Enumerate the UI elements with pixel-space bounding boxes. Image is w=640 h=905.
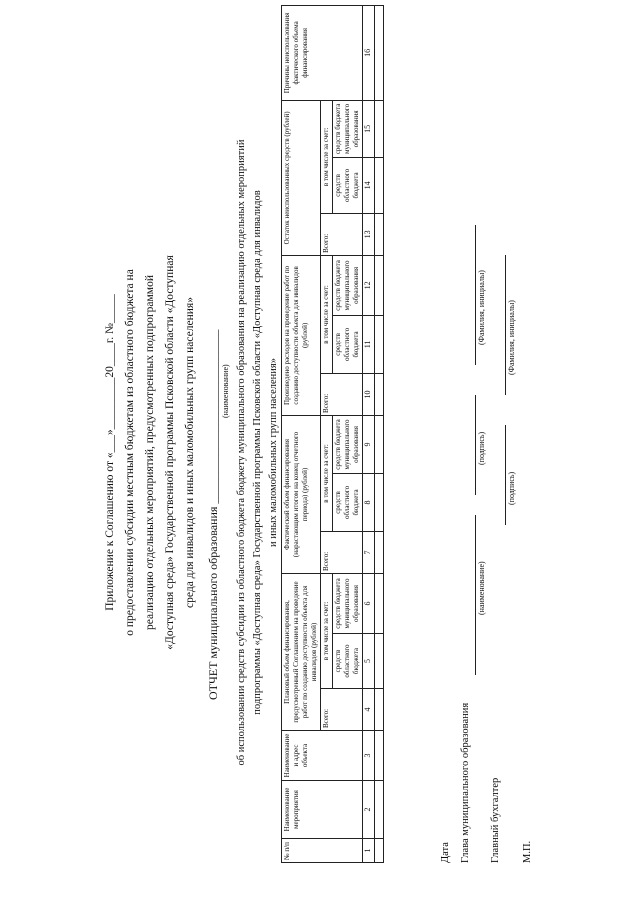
head-fio-note: (Фамилия, инициалы) (477, 270, 486, 345)
th-exp-regional: средств областного бюджета (333, 315, 363, 373)
head-name-note: (наименование) (477, 561, 486, 615)
head-sign-note: (подпись) (477, 431, 486, 465)
th-plan-including: в том числе за счет: (321, 573, 333, 688)
col-number: 15 (363, 100, 375, 157)
th-exp-including: в том числе за счет: (321, 255, 333, 373)
col-number: 1 (363, 839, 375, 863)
col-number: 4 (363, 689, 375, 731)
th-plan-municipal: средств бюджета муниципального образования (333, 573, 363, 633)
th-exp-municipal: средств бюджета муниципального образования (333, 255, 363, 315)
th-expenses: Произведено расходов на проведение работ по созданию доступности объекта для инвалидов (рублей) (282, 255, 321, 415)
footer-accountant-label: Главный бухгалтер (490, 777, 501, 863)
table-cell (375, 573, 384, 633)
table-cell (375, 634, 384, 689)
acc-sign-line (505, 425, 506, 525)
table-cell (375, 255, 384, 315)
th-plan: Плановый объем финансирования, предусмотренный Соглашением на проведение работ по созданию доступности объекта для инвалидов (рублей) (282, 573, 321, 730)
header-line-3: реализацию отдельных мероприятий, предусмотренных подпрограммой (144, 275, 156, 630)
table-cell (375, 213, 384, 255)
table-cell (375, 839, 384, 863)
th-rem-regional: средств областного бюджета (333, 157, 363, 213)
th-event: Наименование мероприятия (282, 781, 363, 839)
report-title: ОТЧЕТ муниципального образования _____________________________ (206, 329, 220, 700)
th-num: № п/п (282, 839, 363, 863)
table-cell (375, 373, 384, 415)
table-cell (375, 315, 384, 373)
footer-head-label: Глава муниципального образования (460, 702, 471, 863)
header-line-1: Приложение к Соглашению от «___»_________20____г. №_____ (104, 294, 116, 611)
table-cell (375, 5, 384, 100)
col-number: 8 (363, 473, 375, 531)
header-line-5: среда для инвалидов и иных маломобильных групп населения» (184, 297, 196, 608)
th-fact-regional: средств областного бюджета (333, 473, 363, 531)
col-number: 12 (363, 255, 375, 315)
th-plan-regional: средств областного бюджета (333, 634, 363, 689)
th-plan-total: Всего: (321, 689, 363, 731)
th-fact-total: Всего: (321, 531, 363, 573)
header-line-2: о предоставлении субсидии местным бюджетам из областного бюджета на (124, 269, 136, 636)
th-fact: Фактический объем финансирования (нарастающим итогом на конец отчетного периода) (рублей) (282, 415, 321, 573)
table-cell (375, 157, 384, 213)
col-number: 13 (363, 213, 375, 255)
th-remainder: Остаток неиспользованных средств (рублей) (282, 100, 321, 255)
th-exp-total: Всего: (321, 373, 363, 415)
th-fact-including: в том числе за счет: (321, 415, 333, 531)
report-subtitle-2: подпрограммы «Доступная среда» Государственной программы Псковской области «Доступная среда для инвалидов (252, 190, 263, 715)
footer-date: Дата (440, 842, 451, 863)
col-number: 10 (363, 373, 375, 415)
col-number: 3 (363, 731, 375, 781)
report-subtitle-1: об использовании средств субсидии из областного бюджета бюджету муниципального образования на реализацию отдельных мероприятий (236, 139, 247, 766)
col-number: 5 (363, 634, 375, 689)
th-reasons: Причины неиспользования фактического объема финансирования (282, 5, 363, 100)
col-number: 9 (363, 415, 375, 473)
acc-sign-note: (подпись) (507, 471, 516, 505)
footer-stamp: М.П. (522, 840, 533, 863)
report-naming-note: (наименование) (221, 364, 230, 418)
table-cell (375, 781, 384, 839)
col-number: 14 (363, 157, 375, 213)
col-number: 7 (363, 531, 375, 573)
table-cell (375, 415, 384, 473)
report-subtitle-3: и иных маломобильных групп населения» (268, 358, 279, 547)
col-number: 6 (363, 573, 375, 633)
table-cell (375, 689, 384, 731)
report-table (281, 5, 384, 863)
table-cell (375, 731, 384, 781)
header-line-4: «Доступная среда» Государственной программы Псковской области «Доступная (164, 255, 176, 650)
col-number: 2 (363, 781, 375, 839)
th-rem-total: Всего: (321, 213, 363, 255)
th-fact-municipal: средств бюджета муниципального образования (333, 415, 363, 473)
table-cell (375, 100, 384, 157)
col-number: 11 (363, 315, 375, 373)
head-sign-line (475, 395, 476, 495)
col-number: 16 (363, 5, 375, 100)
table-cell (375, 473, 384, 531)
head-fio-line (475, 225, 476, 365)
th-rem-municipal: средств бюджета муниципального образования (333, 100, 363, 157)
table-cell (375, 531, 384, 573)
acc-fio-line (505, 255, 506, 395)
table-row (375, 5, 384, 862)
acc-fio-note: (Фамилия, инициалы) (507, 300, 516, 375)
th-object: Наименование и адрес объекта (282, 731, 363, 781)
head-name-line (475, 515, 476, 675)
th-rem-including: в том числе за счет: (321, 100, 333, 213)
